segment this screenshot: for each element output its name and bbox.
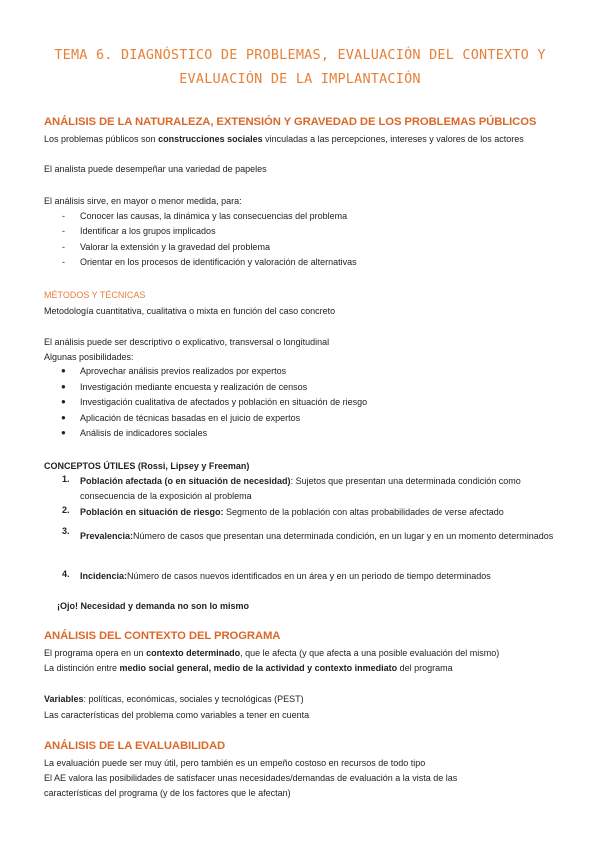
paragraph-text: La distinción entre <box>44 663 120 673</box>
paragraph-analysis-type: El análisis puede ser descriptivo o explicativo, transversal o longitudinal <box>44 337 330 347</box>
section-heading-context: ANÁLISIS DEL CONTEXTO DEL PROGRAMA <box>44 630 281 642</box>
subheading-methods: MÉTODOS Y TÉCNICAS <box>44 290 146 300</box>
concept-term: Población afectada (o en situación de necesidad) <box>80 476 291 486</box>
list-item-text: Orientar en los procesos de identificación y valoración de alternativas <box>80 257 357 267</box>
bullet-icon: ● <box>61 366 66 375</box>
dash-marker: - <box>62 257 65 267</box>
paragraph-text: El programa opera en un <box>44 648 147 658</box>
list-item-text: Conocer las causas, la dinámica y las consecuencias del problema <box>80 211 348 221</box>
note-warning: ¡Ojo! Necesidad y demanda no son lo mismo <box>57 601 250 611</box>
bullet-icon: ● <box>61 413 66 422</box>
concept-definition: Segmento de la población con altas probabilidades de verse afectado <box>223 507 504 517</box>
paragraph-evaluation-cost: La evaluación puede ser muy útil, pero también es un empeño costoso en recursos de todo tipo <box>44 758 426 768</box>
concept-definition: Número de casos nuevos identificados en un área y en un periodo de tiempo determinados <box>127 571 491 581</box>
section-heading-evaluability: ANÁLISIS DE LA EVALUABILIDAD <box>44 740 226 752</box>
bullet-icon: ● <box>61 428 66 437</box>
paragraph-text: del programa <box>397 663 453 673</box>
bold-term: contexto determinado <box>146 648 241 658</box>
list-item-text: Identificar a los grupos implicados <box>80 226 216 236</box>
list-item-text: Valorar la extensión y la gravedad del problema <box>80 242 270 252</box>
list-item-text: Análisis de indicadores sociales <box>80 428 208 438</box>
paragraph-text: vinculadas a las percepciones, intereses y valores de los actores <box>262 134 524 144</box>
bullet-icon: ● <box>61 397 66 406</box>
paragraph-ae: El AE valora las posibilidades de satisfacer unas necesidades/demandas de evaluación a la vista de las características del programa (y de los factores que le afectan) <box>44 773 458 798</box>
item-number: 3. <box>62 526 70 536</box>
section-heading-problems: ANÁLISIS DE LA NATURALEZA, EXTENSIÓN Y GRAVEDAD DE LOS PROBLEMAS PÚBLICOS <box>44 116 537 128</box>
item-number: 2. <box>62 505 70 515</box>
list-item-text: Investigación mediante encuesta y realización de censos <box>80 382 308 392</box>
concept-definition: : Sujetos que presentan una determinada condición como consecuencia de la exposición al problema <box>80 476 521 501</box>
list-item-text: Investigación cualitativa de afectados y población en situación de riesgo <box>80 397 368 407</box>
bold-term: construcciones sociales <box>158 134 263 144</box>
concept-term: Población en situación de riesgo: <box>80 507 224 517</box>
subheading-concepts: CONCEPTOS ÚTILES (Rossi, Lipsey y Freeman) <box>44 461 250 471</box>
concept-definition: Número de casos que presentan una determinada condición, en un lugar y en un momento determinados <box>133 531 554 541</box>
item-number: 1. <box>62 474 70 484</box>
dash-marker: - <box>62 211 65 221</box>
paragraph-analysis-purpose: El análisis sirve, en mayor o menor medida, para: <box>44 196 242 206</box>
paragraph-text: Los problemas públicos son <box>44 134 159 144</box>
list-item-text: Aprovechar análisis previos realizados por expertos <box>80 366 287 376</box>
paragraph-program-context <box>44 646 499 661</box>
bullet-icon: ● <box>61 382 66 391</box>
bold-term: Variables <box>44 694 84 704</box>
dash-marker: - <box>62 226 65 236</box>
paragraph-social-constructions <box>44 132 559 147</box>
bold-term: medio social general, medio de la actividad y contexto inmediato <box>119 663 398 673</box>
item-number: 4. <box>62 569 70 579</box>
paragraph-methodology: Metodología cuantitativa, cualitativa o mixta en función del caso concreto <box>44 306 336 316</box>
concept-term: Prevalencia: <box>80 531 134 541</box>
paragraph-variables <box>44 692 304 707</box>
list-item-text: Aplicación de técnicas basadas en el juicio de expertos <box>80 413 301 423</box>
dash-marker: - <box>62 242 65 252</box>
paragraph-text: , que le afecta (y que afecta a una posible evaluación del mismo) <box>240 648 500 658</box>
paragraph-problem-characteristics: Las características del problema como variables a tener en cuenta <box>44 710 310 720</box>
paragraph-possibilities: Algunas posibilidades: <box>44 352 134 362</box>
concept-term: Incidencia: <box>80 571 128 581</box>
paragraph-text: : políticas, económicas, sociales y tecnológicas (PEST) <box>83 694 304 704</box>
paragraph-analyst-roles: El analista puede desempeñar una variedad de papeles <box>44 164 267 174</box>
paragraph-distinction <box>44 661 453 676</box>
page-title: TEMA 6. DIAGNÓSTICO DE PROBLEMAS, EVALUACIÓN DEL CONTEXTO Y EVALUACIÓN DE LA IMPLANTACIÓN <box>54 47 546 87</box>
